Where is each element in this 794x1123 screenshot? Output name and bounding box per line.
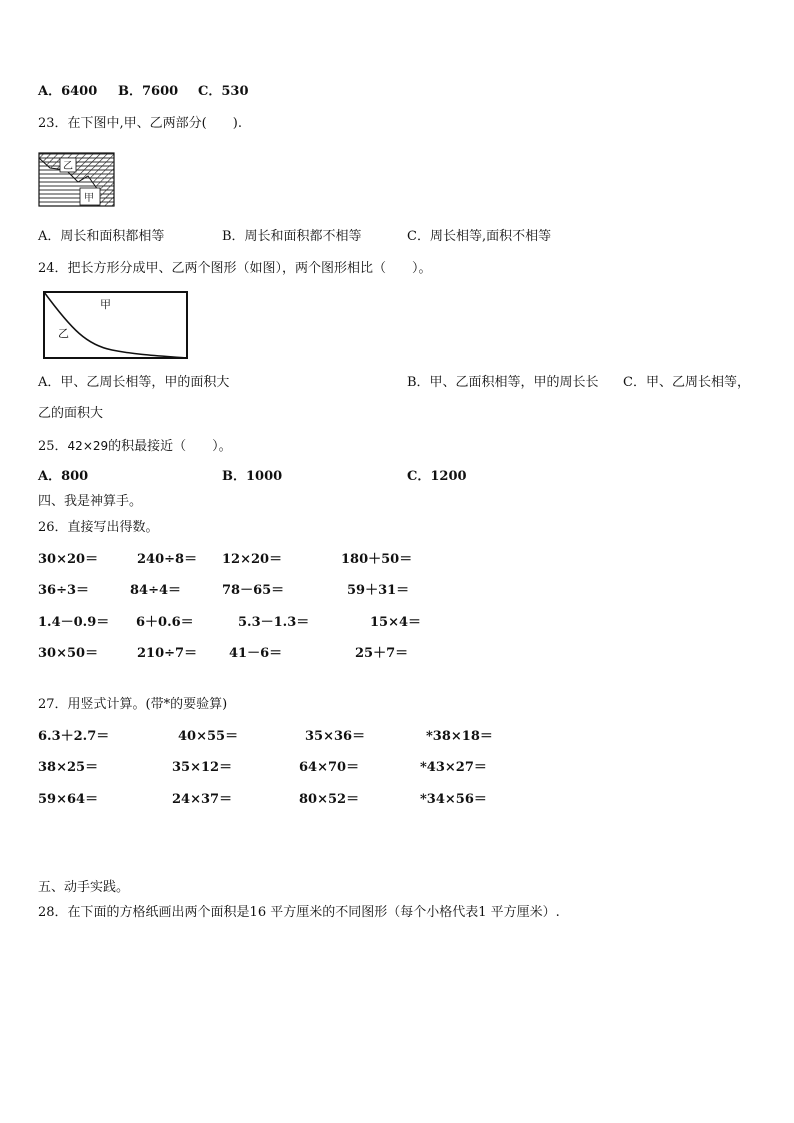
q24-option-b: B．甲、乙面积相等，甲的周长长: [407, 375, 599, 390]
q27-item: 80×52＝: [299, 792, 360, 807]
q24-option-c: C．甲、乙周长相等，: [623, 375, 750, 390]
q26-item: 1.4－0.9＝: [38, 615, 110, 630]
q27-item: *38×18＝: [426, 729, 493, 744]
q24-figure: [42, 290, 190, 362]
q26-item: 25＋7＝: [355, 646, 409, 661]
q27-item: 35×12＝: [172, 760, 233, 775]
q25-stem: [38, 438, 232, 455]
q26-item: 15×4＝: [370, 615, 422, 630]
q23-option-b: B．周长和面积都不相等: [222, 229, 362, 244]
section-5-heading: 五、动手实践。: [38, 880, 130, 895]
q23-option-c: C．周长相等,面积不相等: [407, 229, 552, 244]
q26-item: 6＋0.6＝: [136, 615, 194, 630]
q22-option-a: A．6400: [38, 84, 98, 99]
q26-item: 84÷4＝: [130, 583, 182, 598]
q23-option-a: A．周长和面积都相等: [38, 229, 165, 244]
q27-item: 59×64＝: [38, 792, 99, 807]
q23-label-yi: 乙: [63, 161, 73, 172]
q25-option-b: B．1000: [222, 469, 283, 484]
q26-item: 36÷3＝: [38, 583, 90, 598]
q23-label-jia: 甲: [84, 193, 94, 204]
q26-item: 78－65＝: [222, 583, 285, 598]
q26-item: 12×20＝: [222, 552, 283, 567]
q26-item: 240÷8＝: [137, 552, 198, 567]
q26-item: 41－6＝: [229, 646, 283, 661]
q27-item: *43×27＝: [420, 760, 487, 775]
q25-option-a: A．800: [38, 469, 89, 484]
q24-option-a: A．甲、乙周长相等，甲的面积大: [38, 375, 230, 390]
q26-stem: 26．直接写出得数。: [38, 520, 159, 535]
q25-option-c: C．1200: [407, 469, 467, 484]
q24-option-c-cont: 乙的面积大: [38, 406, 104, 421]
q27-item: 6.3＋2.7＝: [38, 729, 110, 744]
q27-item: 64×70＝: [299, 760, 360, 775]
q27-item: 35×36＝: [305, 729, 366, 744]
q26-item: 30×50＝: [38, 646, 99, 661]
q22-option-b: B．7600: [118, 84, 179, 99]
q27-item: 38×25＝: [38, 760, 99, 775]
q27-stem: 27．用竖式计算。(带*的要验算): [38, 697, 228, 712]
q26-item: 59＋31＝: [347, 583, 410, 598]
q26-item: 5.3－1.3＝: [238, 615, 310, 630]
q26-item: 180＋50＝: [341, 552, 413, 567]
q27-item: 40×55＝: [178, 729, 239, 744]
q22-option-c: C．530: [198, 84, 249, 99]
section-4-heading: 四、我是神算手。: [38, 494, 143, 509]
q26-item: 30×20＝: [38, 552, 99, 567]
q24-stem: 24．把长方形分成甲、乙两个图形（如图），两个图形相比（ ）。: [38, 261, 432, 276]
q24-label-yi: 乙: [58, 327, 69, 340]
q26-item: 210÷7＝: [137, 646, 198, 661]
q25-stem-expr: 42×29: [67, 439, 109, 453]
q25-stem-num: 25．: [38, 439, 68, 454]
q24-label-jia: 甲: [100, 298, 111, 311]
q27-item: 24×37＝: [172, 792, 233, 807]
q27-item: *34×56＝: [420, 792, 487, 807]
q25-stem-rest: 的积最接近（ ）。: [108, 439, 232, 454]
q28-stem: 28．在下面的方格纸画出两个面积是16 平方厘米的不同图形（每个小格代表1 平方厘米）.: [38, 905, 560, 920]
q23-figure: [38, 152, 116, 208]
q23-stem: 23．在下图中,甲、乙两部分( ).: [38, 116, 242, 131]
